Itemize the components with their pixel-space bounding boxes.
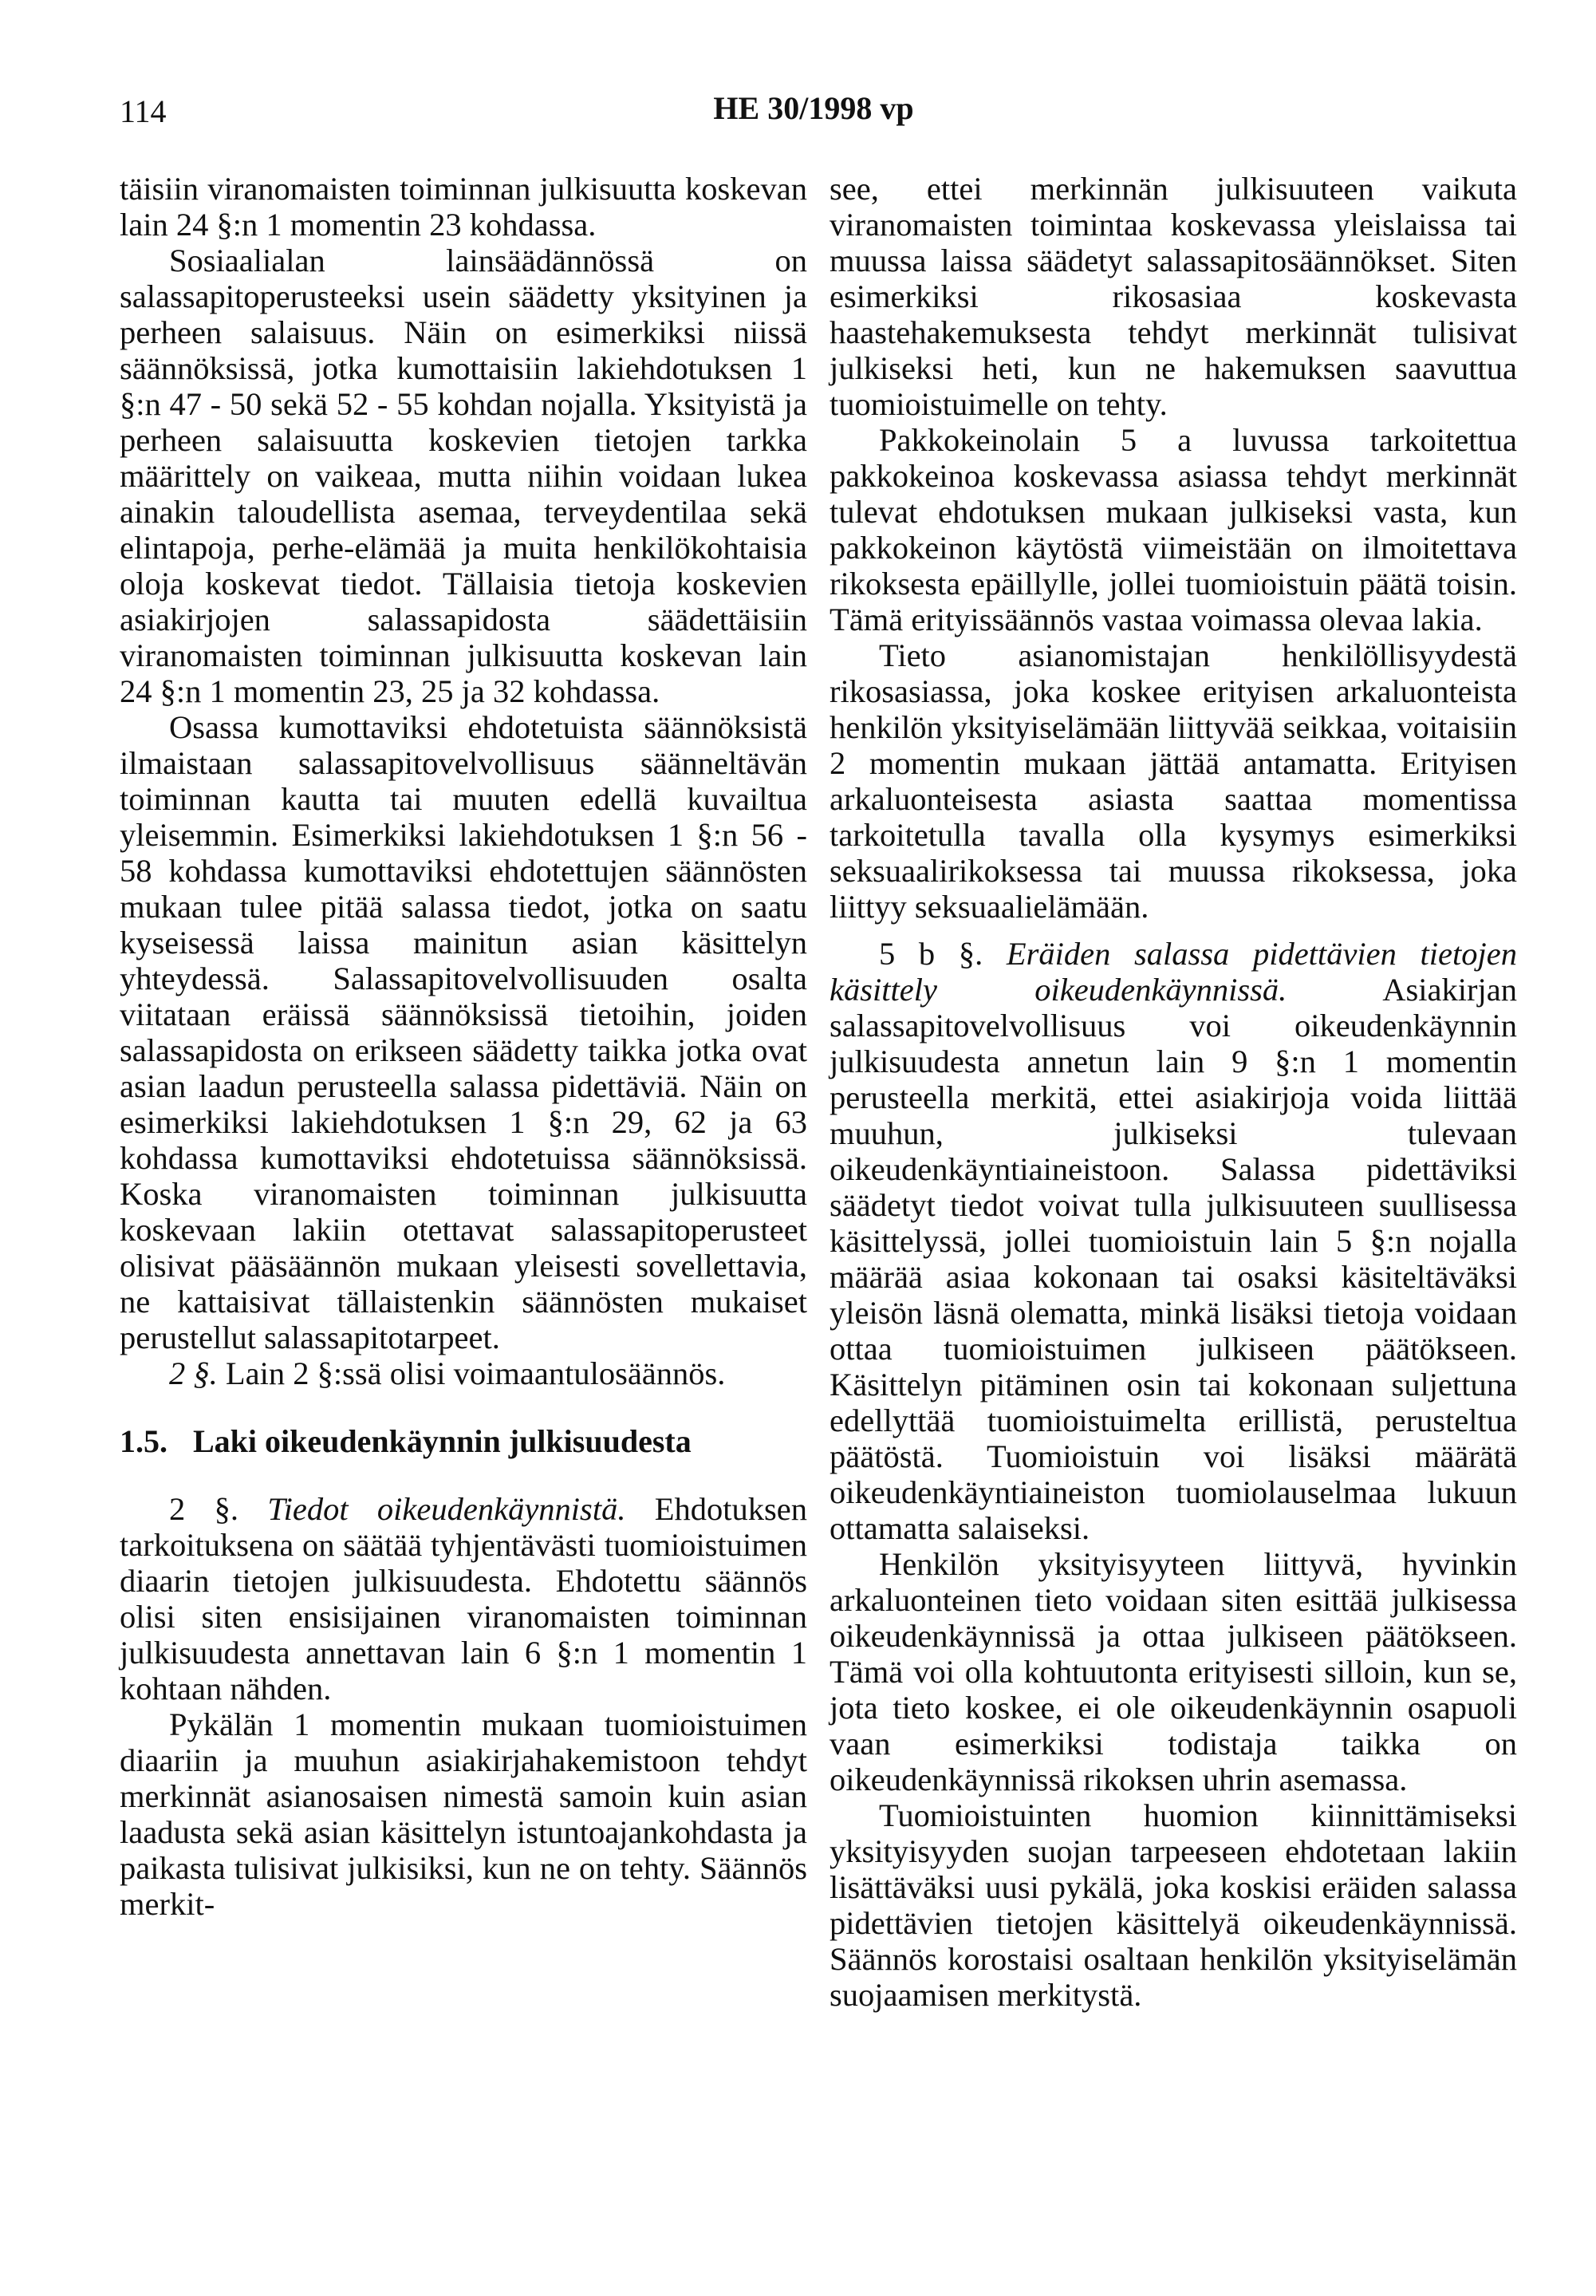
paragraph bbox=[830, 936, 1517, 1546]
paragraph: Pakkokeinolain 5 a luvussa tarkoitettua pakkokeinoa koskevassa asiassa tehdyt merkinnät tulevat ehdotuksen mukaan julkiseksi vasta, kun pakkokeinon käytöstä viimeistään on ilmoitettava rikoksesta epäillylle, jollei tuomioistuin päätä toisin. Tämä erityissäännös vastaa voimassa olevaa lakia. bbox=[830, 422, 1517, 637]
left-column bbox=[120, 171, 807, 1922]
paragraph: täisiin viranomaisten toiminnan julkisuutta koskevan lain 24 §:n 1 momentin 23 kohdassa. bbox=[120, 171, 807, 243]
paragraph: see, ettei merkinnän julkisuuteen vaikuta viranomaisten toimintaa koskevassa yleislaissa tai muussa laissa säädetyt salassapitosäännökset. Siten esimerkiksi rikosasiaa koskevasta haastehakemuksesta tehdyt merkinnät tulisivat julkiseksi heti, kun ne hakemuksen saavuttua tuomioistuimelle on tehty. bbox=[830, 171, 1517, 422]
section-title: Eräiden salassa pidettävien tietojen käsittely oikeudenkäynnissä. bbox=[830, 936, 1518, 1008]
paragraph: Henkilön yksityisyyteen liittyvä, hyvinkin arkaluonteinen tieto voidaan siten esittää julkisessa oikeudenkäynnissä ja ottaa julkiseen päätökseen. Tämä voi olla kohtuutonta erityisesti silloin, kun se, jota tieto koskee, ei ole oikeudenkäynnin osapuoli vaan esimerkiksi todistaja taikka on oikeudenkäynnissä rikoksen uhrin asemassa. bbox=[830, 1546, 1517, 1797]
paragraph-text: Lain 2 §:ssä olisi voimaantulosäännös. bbox=[225, 1355, 726, 1391]
section-marker: 2 §. bbox=[169, 1491, 238, 1527]
paragraph-text: Asiakirjan salassapitovelvollisuus voi oikeudenkäynnin julkisuudesta annetun lain 9 §:n 1 momentin perusteella merkitä, ettei asiakirjoja voida liittää muuhun, julkiseksi tulevaan oikeudenkäyntiaineistoon. Salassa pidettäviksi säädetyt tiedot voivat tulla julkisuuteen suullisessa käsittelyssä, jollei tuomioistuin lain 5 §:n nojalla määrää asiaa kokonaan tai osaksi käsiteltäväksi yleisön läsnä olematta, minkä lisäksi tietoja voidaan ottaa tuomioistuimen julkiseen päätökseen. Käsittelyn pitäminen osin tai kokonaan suljettuna edellyttää tuomioistuimelta erillistä, perusteltua päätöstä. Tuomioistuin voi lisäksi määrätä oikeudenkäyntiaineiston tuomiolauselmaa lukuun ottamatta salaiseksi. bbox=[830, 972, 1517, 1546]
right-column bbox=[830, 171, 1517, 2013]
paragraph: Tieto asianomistajan henkilöllisyydestä rikosasiassa, joka koskee erityisen arkaluonteista henkilön yksityiselämään liittyvää seikkaa, voitaisiin 2 momentin mukaan jättää antamatta. Erityisen arkaluonteisesta asiasta saattaa momentissa tarkoitetulla tavalla olla kysymys esimerkiksi seksuaalirikoksessa tai muussa rikoksessa, joka liittyy seksuaalielämään. bbox=[830, 637, 1517, 925]
running-head: HE 30/1998 vp bbox=[713, 90, 914, 126]
section-heading-title: Laki oikeudenkäynnin julkisuudesta bbox=[193, 1423, 692, 1459]
section-heading-number: 1.5. bbox=[120, 1423, 167, 1459]
paragraph: Pykälän 1 momentin mukaan tuomioistuimen diaariin ja muuhun asiakirjahakemistoon tehdyt merkinnät asianosaisen nimestä samoin kuin asian laadusta sekä asian käsittelyn istuntoajankohdasta ja paikasta tulisivat julkisiksi, kun ne on tehty. Säännös merkit- bbox=[120, 1706, 807, 1922]
paragraph bbox=[120, 1491, 807, 1706]
paragraph: Tuomioistuinten huomion kiinnittämiseksi yksityisyyden suojan tarpeeseen ehdotetaan lakiin lisättäväksi uusi pykälä, joka koskisi eräiden salassa pidettävien tietojen käsittelyä oikeudenkäynnissä. Säännös korostaisi osaltaan henkilön yksityiselämän suojaamisen merkitystä. bbox=[830, 1797, 1517, 2013]
page-number: 114 bbox=[120, 93, 167, 129]
paragraph: Osassa kumottaviksi ehdotetuista säännöksistä ilmaistaan salassapitovelvollisuus säänneltävän toiminnan kautta tai muuten edellä kuvailtua yleisemmin. Esimerkiksi lakiehdotuksen 1 §:n 56 - 58 kohdassa kumottaviksi ehdotettujen säännösten mukaan tulee pitää salassa tiedot, jotka on saatu kyseisessä laissa mainitun asian käsittelyn yhteydessä. Salassapitovelvollisuuden osalta viitataan eräissä säännöksissä tietoihin, joiden salassapidosta on erikseen säädetty taikka jotka ovat asian laadun perusteella salassa pidettäviä. Näin on esimerkiksi lakiehdotuksen 1 §:n 29, 62 ja 63 kohdassa kumottaviksi ehdotetuissa säännöksissä. Koska viranomaisten toiminnan julkisuutta koskevaan lakiin otettavat salassapitoperusteet olisivat pääsäännön mukaan yleisesti sovellettavia, ne kattaisivat tällaistenkin säännösten mukaiset perustellut salassapitotarpeet. bbox=[120, 709, 807, 1355]
paragraph: Sosiaalialan lainsäädännössä on salassapitoperusteeksi usein säädetty yksityinen ja perheen salaisuus. Näin on esimerkiksi niissä säännöksissä, jotka kumottaisiin lakiehdotuksen 1 §:n 47 - 50 sekä 52 - 55 kohdan nojalla. Yksityistä ja perheen salaisuutta koskevien tietojen tarkka määrittely on vaikeaa, mutta niihin voidaan lukea ainakin taloudellista asemaa, terveydentilaa sekä elintapoja, perhe-elämää ja muita henkilökohtaisia oloja koskevat tiedot. Tällaisia tietoja koskevien asiakirjojen salassapidosta säädettäisiin viranomaisten toiminnan julkisuutta koskevan lain 24 §:n 1 momentin 23, 25 ja 32 kohdassa. bbox=[120, 243, 807, 709]
section-marker: 5 b §. bbox=[879, 936, 983, 972]
section-heading bbox=[120, 1423, 807, 1459]
section-title: Tiedot oikeudenkäynnistä. bbox=[267, 1491, 626, 1527]
paragraph-text: Ehdotuksen tarkoituksena on säätää tyhjentävästi tuomioistuimen diaarin tietojen julkisuudesta. Ehdotettu säännös olisi siten ensisijainen viranomaisten toiminnan julkisuudesta annettavan lain 6 §:n 1 momentin 1 kohtaan nähden. bbox=[120, 1491, 808, 1706]
section-marker: 2 §. bbox=[169, 1355, 218, 1391]
paragraph bbox=[120, 1355, 807, 1391]
